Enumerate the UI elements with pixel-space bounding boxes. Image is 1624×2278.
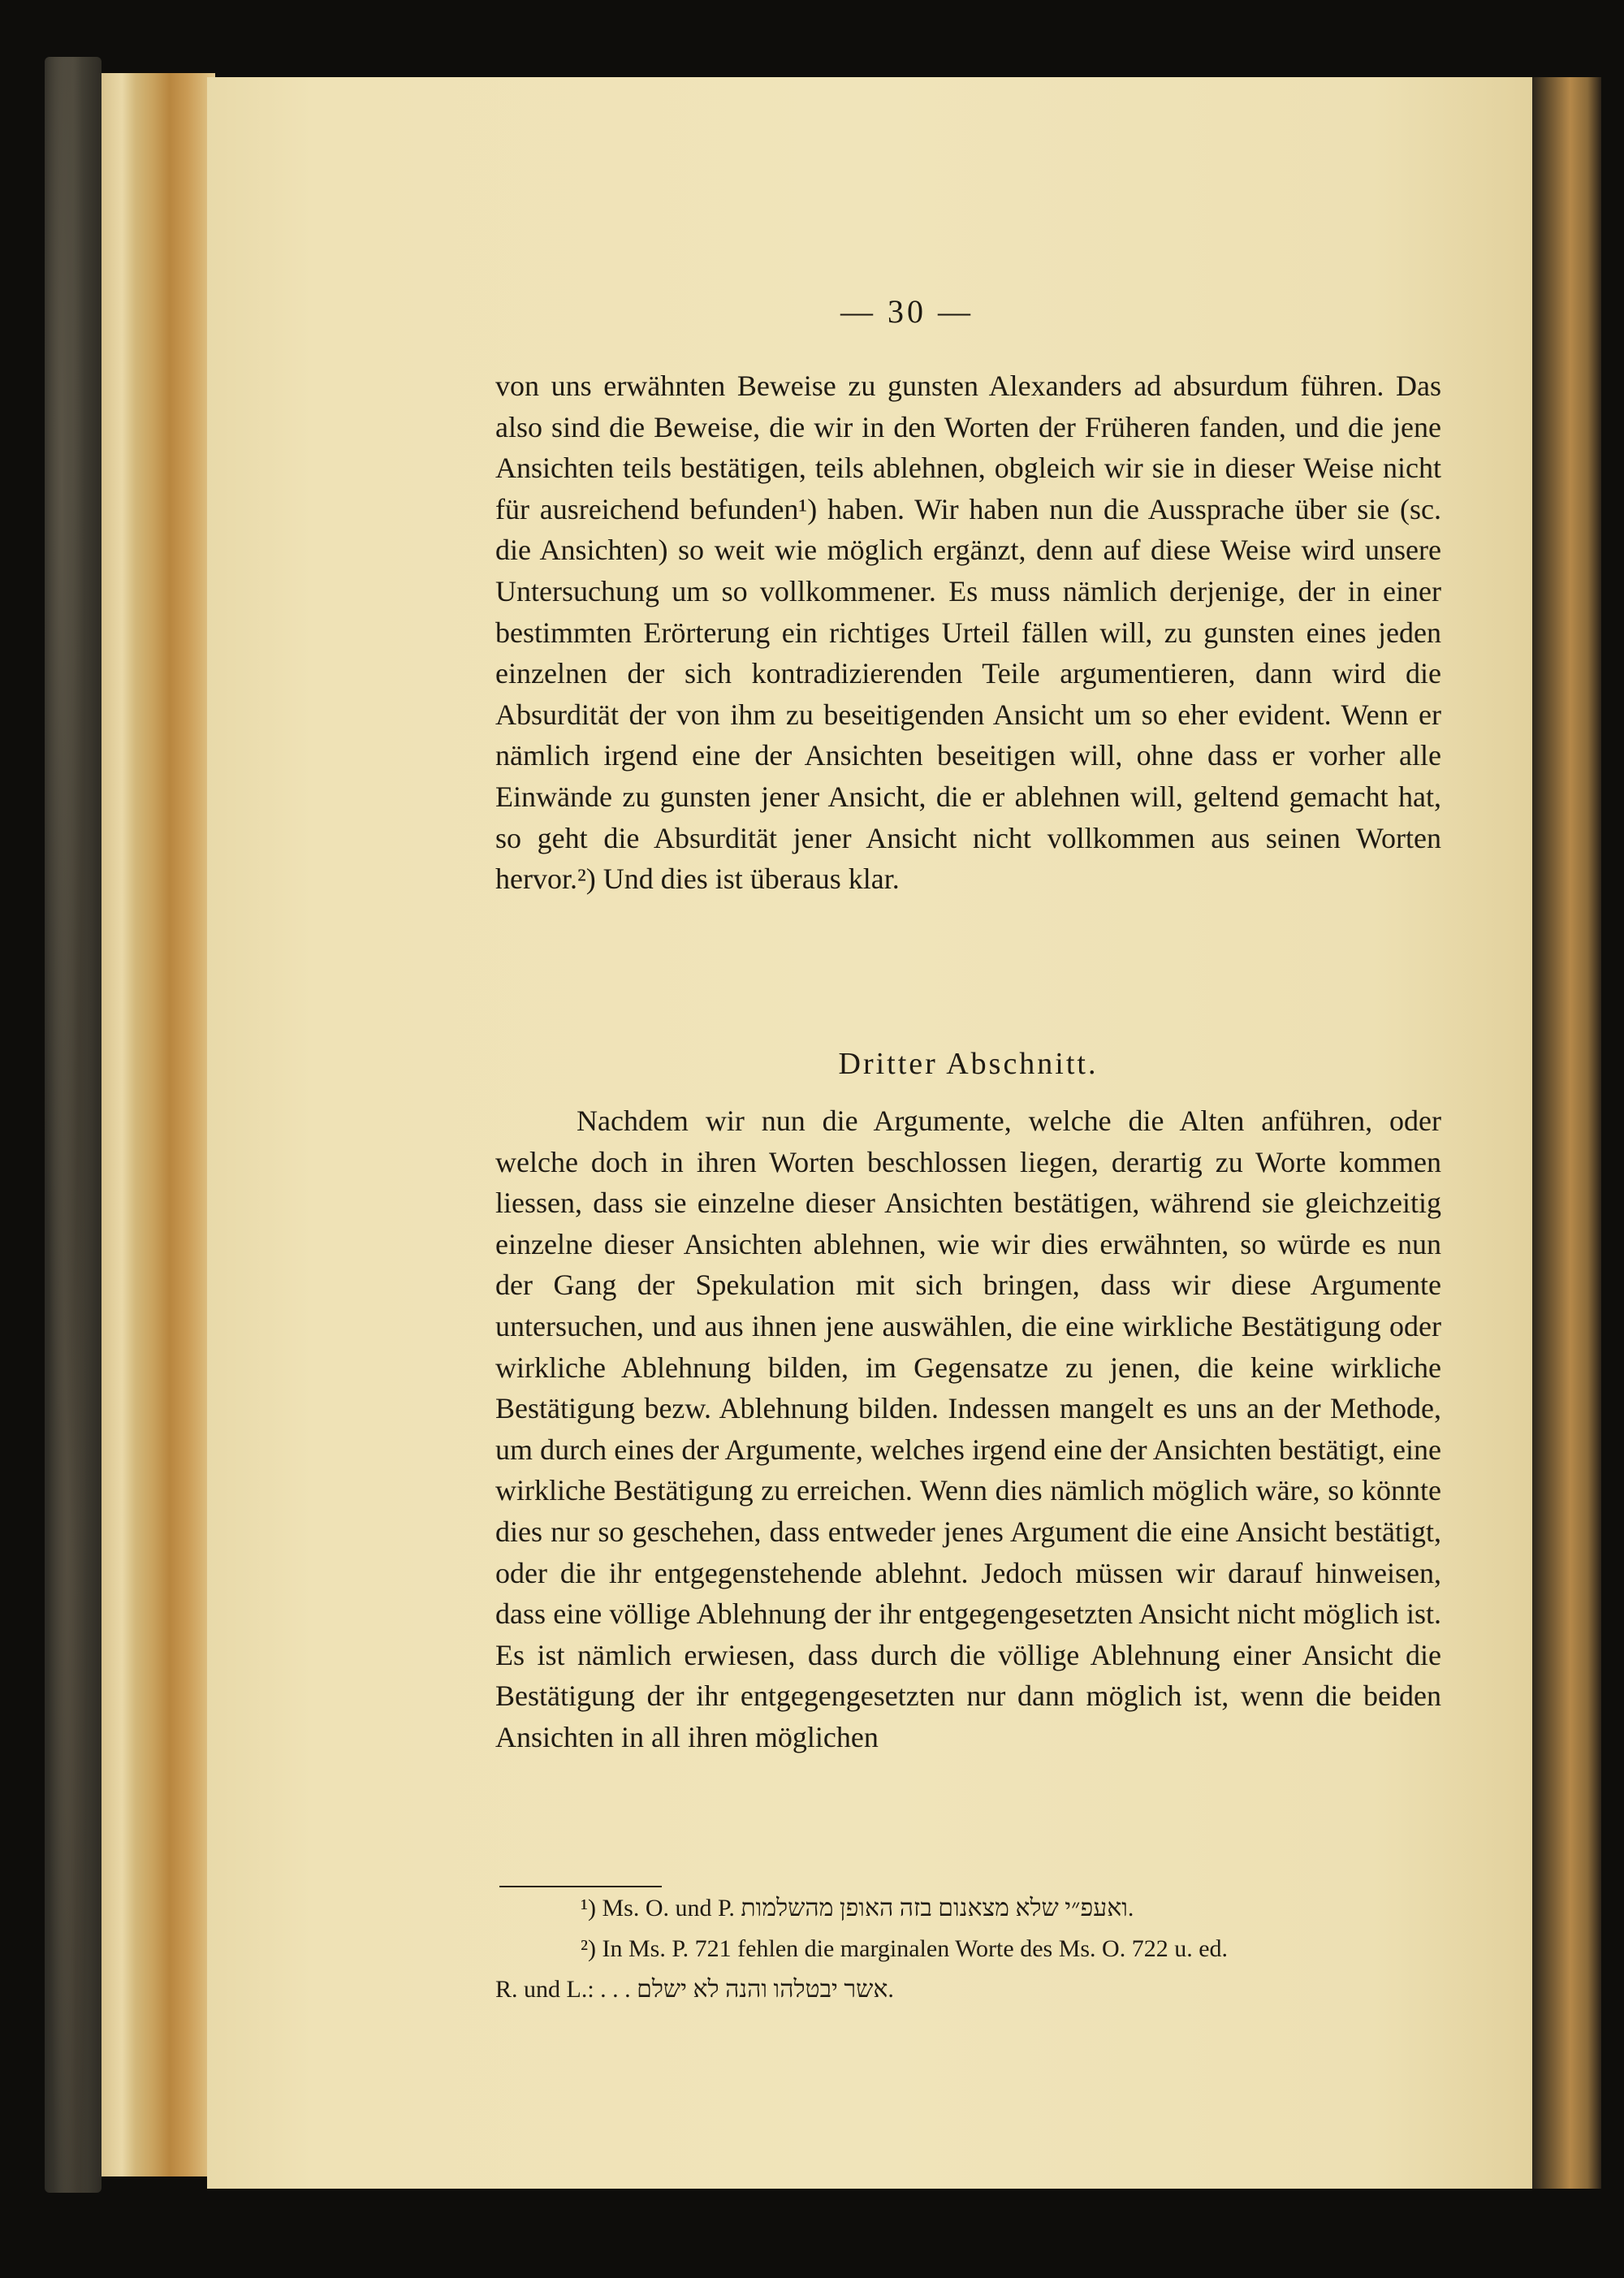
- section-heading: Dritter Abschnitt.: [838, 1047, 1099, 1081]
- page-edges: [102, 73, 215, 2176]
- facing-page-edge: [1532, 77, 1601, 2189]
- page-number: — 30 —: [840, 293, 974, 330]
- paragraph-2: Nachdem wir nun die Argumente, welche die Alten anführen, oder welche doch in ihren Worten beschlossen liegen, derartig zu Worte kommen liessen, dass sie einzelne dieser Ansichten bestätigen, während sie gleichzeitig einzelne dieser Ansichten ablehnen, wie wir dies erwähnten, so würde es nun der Gang der Spekulation mit sich bringen, dass wir diese Argumente untersuchen, und aus ihnen jene auswählen, die eine wirkliche Bestätigung oder wirkliche Ablehnung bilden, im Gegensatze zu jenen, die keine wirkliche Bestätigung bezw. Ablehnung bilden. Indessen mangelt es uns an der Methode, um durch eines der Argumente, welches irgend eine der Ansichten bestätigt, eine wirkliche Bestätigung zu erreichen. Wenn dies nämlich möglich wäre, so könnte dies nur so geschehen, dass entweder jenes Argument die eine Ansicht bestätigt, oder die ihr entgegenstehende ablehnt. Jedoch müssen wir darauf hinweisen, dass eine völlige Ablehnung der ihr entgegengesetzten Ansicht nicht möglich ist. Es ist nämlich erwiesen, dass durch die völlige Ablehnung einer Ansicht die Bestätigung der ihr entgegengesetzten nur dann möglich ist, wenn die beiden Ansichten in all ihren möglichen: [495, 1104, 1441, 1753]
- marbled-cover-board: [45, 57, 102, 2193]
- paragraph-1: von uns erwähnten Beweise zu gunsten Alexanders ad absurdum führen. Das also sind die Beweise, die wir in den Worten der Früheren fanden, und die jene Ansichten teils bestätigen, teils ablehnen, obgleich wir sie in dieser Weise nicht für ausreichend befunden¹) haben. Wir haben nun die Aussprache über sie (sc. die Ansichten) so weit wie möglich ergänzt, denn auf diese Weise wird unsere Untersuchung um so vollkommener. Es muss nämlich derjenige, der in einer bestimmten Erörterung ein richtiges Urteil fällen will, zu gunsten eines jeden einzelnen der sich kontradizierenden Teile argumentieren, dann wird die Absurdität der von ihm zu beseitigenden Ansicht um so eher evident. Wenn er nämlich irgend eine der Ansichten beseitigen will, ohne dass er vorher alle Einwände zu gunsten jener Ansicht, die er ablehnen will, geltend gemacht hat, so geht die Absurdität jener Ansicht nicht vollkommen aus seinen Worten hervor.²) Und dies ist überaus klar.: [495, 370, 1441, 896]
- footnote-2-line-2: R. und L.: . . . אשר יבטלהו והנה לא ישלם.: [495, 1976, 894, 2003]
- footnotes: [495, 1888, 1441, 2010]
- footnote-2-line-1: ²) In Ms. P. 721 fehlen die marginalen Worte des Ms. O. 722 u. ed.: [581, 1935, 1229, 1962]
- footnote-divider: [499, 1886, 662, 1887]
- footnote-1: ¹) Ms. O. und P. ואעפ״י שלא מצאנום בזה האופן מהשלמות.: [581, 1895, 1134, 1921]
